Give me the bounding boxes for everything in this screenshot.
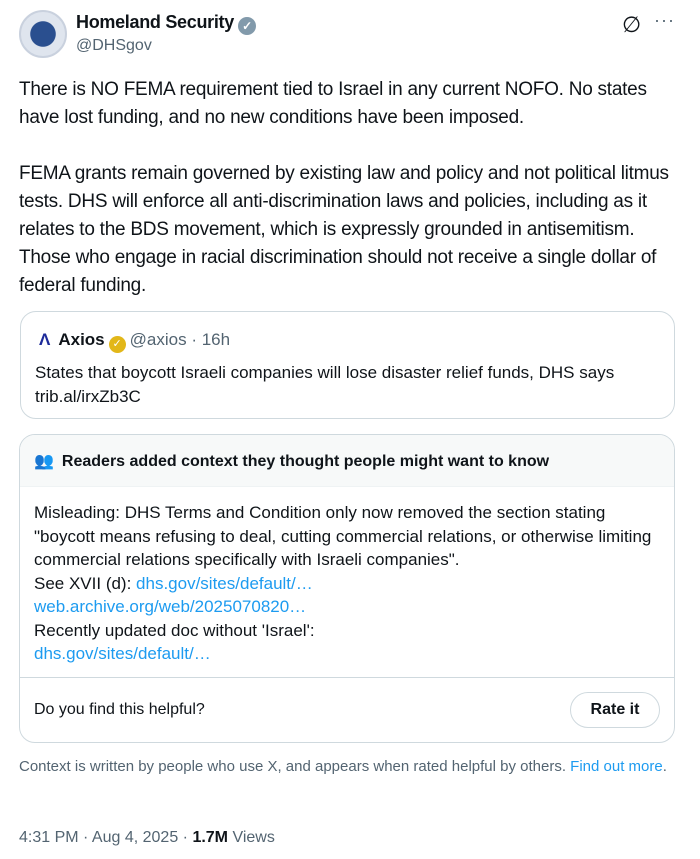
see-label: See XVII (d): [34,573,137,593]
quote-text: States that boycott Israeli companies will lose disaster relief funds, DHS says [35,363,615,382]
post-meta: 4:31 PM · Aug 4, 2025 · 1.7M Views [19,829,275,846]
note-link-1[interactable]: dhs.gov/sites/default/… [136,573,313,593]
post-paragraph: FEMA grants remain governed by existing law and policy and not political litmus tests. DHS will enforce all anti-discrimination laws and policies, including as it relates to the BDS movement, which is expressly grounded in antisemitism. Those who engage in racial discrimination should not receive a single dollar of federal funding. [19,163,669,296]
grok-icon[interactable]: ∅ [622,12,642,37]
more-options-icon[interactable]: ··· [654,10,675,30]
post-paragraph: There is NO FEMA requirement tied to Israel in any current NOFO. No states have lost funding, and no new conditions have been imposed. [19,79,647,128]
community-note [19,434,675,743]
find-out-more-link[interactable]: Find out more [570,758,663,775]
updated-label: Recently updated doc without 'Israel': [34,620,315,640]
quote-time: · 16h [191,330,231,349]
note-header: Readers added context they thought people might want to know [61,453,550,470]
quote-author: Axios [58,330,105,349]
author-handle[interactable]: @DHSgov [76,37,152,54]
verified-gold-badge-icon: ✓ [109,336,126,353]
note-link-2[interactable]: web.archive.org/web/2025070820… [34,597,307,616]
quote-handle: @axios [129,330,187,349]
avatar[interactable] [19,10,67,58]
verified-badge-icon: ✓ [238,17,256,35]
author-name[interactable]: Homeland Security ✓ [76,12,256,35]
context-disclaimer: Context is written by people who use X, and appears when rated helpful by others. Find out more. [19,758,667,775]
post-text [19,76,684,328]
note-link-3[interactable]: dhs.gov/sites/default/… [34,644,211,663]
divider [20,677,674,678]
helpful-question: Do you find this helpful? [34,701,205,718]
people-icon: 👥 [34,453,54,470]
note-text: Misleading: DHS Terms and Condition only now removed the section stating "boycott means refusing to deal, cutting commercial relations, or otherwise limiting commercial relations specifically with Israeli companies". [34,503,652,569]
views-count: 1.7M [192,829,229,846]
axios-logo-icon: Λ [39,330,51,349]
quoted-post[interactable] [20,311,675,419]
rate-it-button[interactable]: Rate it [570,692,660,728]
quote-link[interactable]: trib.al/irxZb3C [35,387,141,406]
timestamp[interactable]: 4:31 PM · Aug 4, 2025 · [19,829,193,846]
